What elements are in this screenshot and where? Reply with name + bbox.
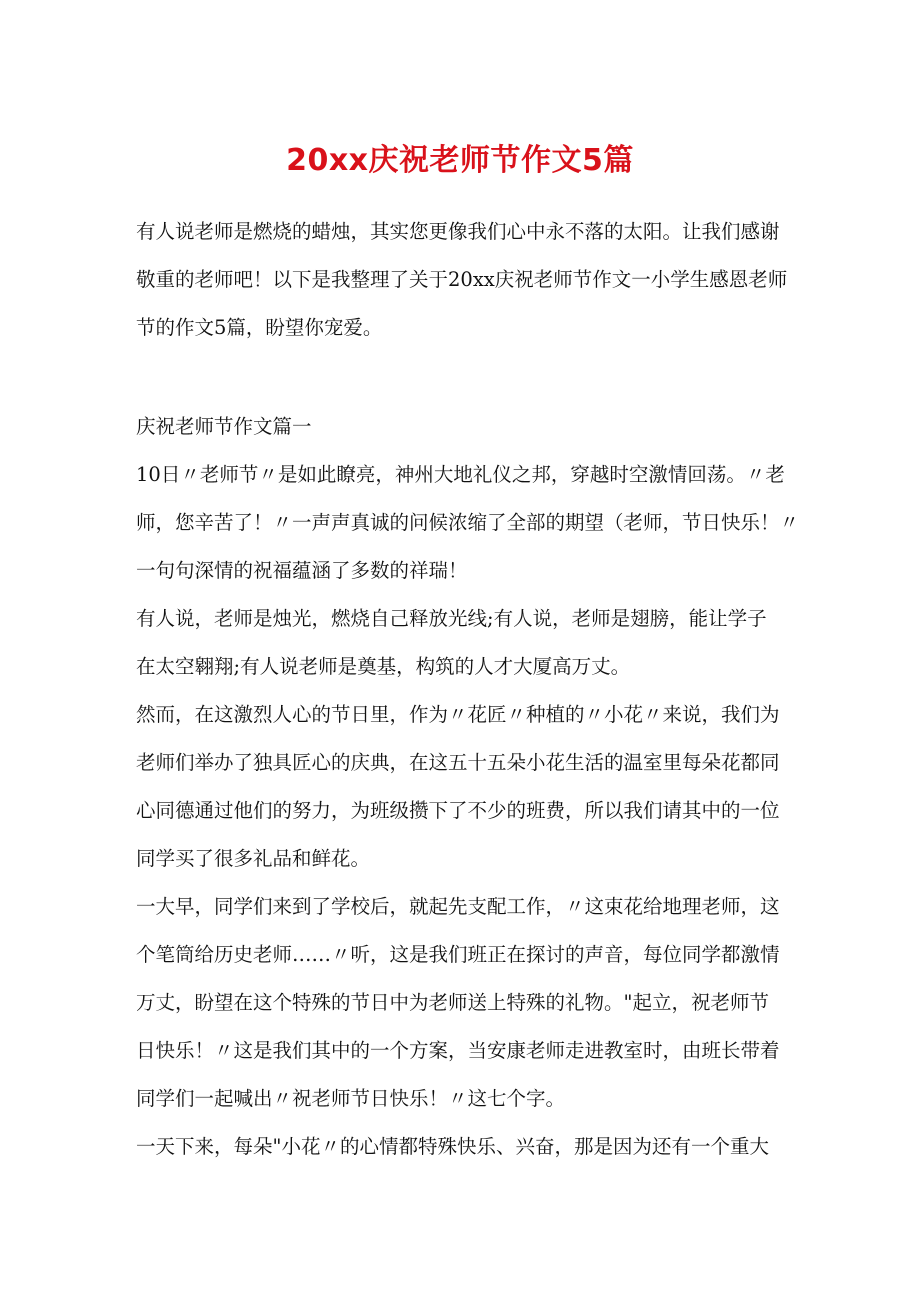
paragraph-line: 一句句深情的祝福蕴涵了多数的祥瑞！ [136, 559, 468, 582]
body-paragraph-1 [136, 451, 800, 595]
paragraph-line: 同学们一起喊出〃祝老师节日快乐！〃这七个字。 [136, 1087, 566, 1110]
paragraph-line: 老师们举办了独具匠心的庆典，在这五十五朵小花生活的温室里每朵花都同 [136, 751, 780, 774]
paragraph-line: 心同德通过他们的努力，为班级攒下了不少的班费，所以我们请其中的一位 [136, 799, 780, 822]
paragraph-line: 然而，在这激烈人心的节日里，作为〃花匠〃种植的〃小花〃来说，我们为 [136, 703, 780, 726]
intro-line: 有人说老师是燃烧的蜡烛，其实您更像我们心中永不落的太阳。让我们感谢 [136, 220, 780, 243]
paragraph-line: 一大早，同学们来到了学校后，就起先支配工作，〃这束花给地理老师，这 [136, 895, 780, 918]
body-paragraph-2 [136, 595, 796, 691]
body-paragraph-5 [136, 1123, 796, 1171]
body-paragraph-4 [136, 883, 796, 1123]
document-title: 20xx庆祝老师节作文5篇 [286, 143, 634, 178]
paragraph-line: 10日〃老师节〃是如此瞭亮，神州大地礼仪之邦，穿越时空激情回荡。〃老 [136, 463, 785, 486]
paragraph-line: 在太空翱翔;有人说老师是奠基，构筑的人才大厦高万丈。 [136, 655, 631, 678]
intro-paragraph [136, 208, 796, 352]
paragraph-line: 日快乐！〃这是我们其中的一个方案，当安康老师走进教室时，由班长带着 [136, 1039, 780, 1062]
paragraph-line: 同学买了很多礼品和鲜花。 [136, 847, 371, 870]
paragraph-line: 一天下来，每朵"小花〃的心情都特殊快乐、兴奋，那是因为还有一个重大 [136, 1135, 769, 1158]
intro-line: 敬重的老师吧！以下是我整理了关于20xx庆祝老师节作文一小学生感恩老师 [136, 268, 788, 291]
paragraph-line: 个笔筒给历史老师……〃听，这是我们班正在探讨的声音，每位同学都激情 [136, 943, 780, 966]
paragraph-line: 万丈，盼望在这个特殊的节日中为老师送上特殊的礼物。"起立，祝老师节 [136, 991, 769, 1014]
paragraph-line: 师，您辛苦了！〃一声声真诚的问候浓缩了全部的期望（老师，节日快乐！〃 [136, 511, 800, 534]
section-heading: 庆祝老师节作文篇一 [136, 415, 312, 438]
paragraph-line: 有人说，老师是烛光，燃烧自己释放光线;有人说，老师是翅膀，能让学子 [136, 607, 767, 630]
body-paragraph-3 [136, 691, 796, 883]
intro-line: 节的作文5篇，盼望你宠爱。 [136, 316, 383, 339]
